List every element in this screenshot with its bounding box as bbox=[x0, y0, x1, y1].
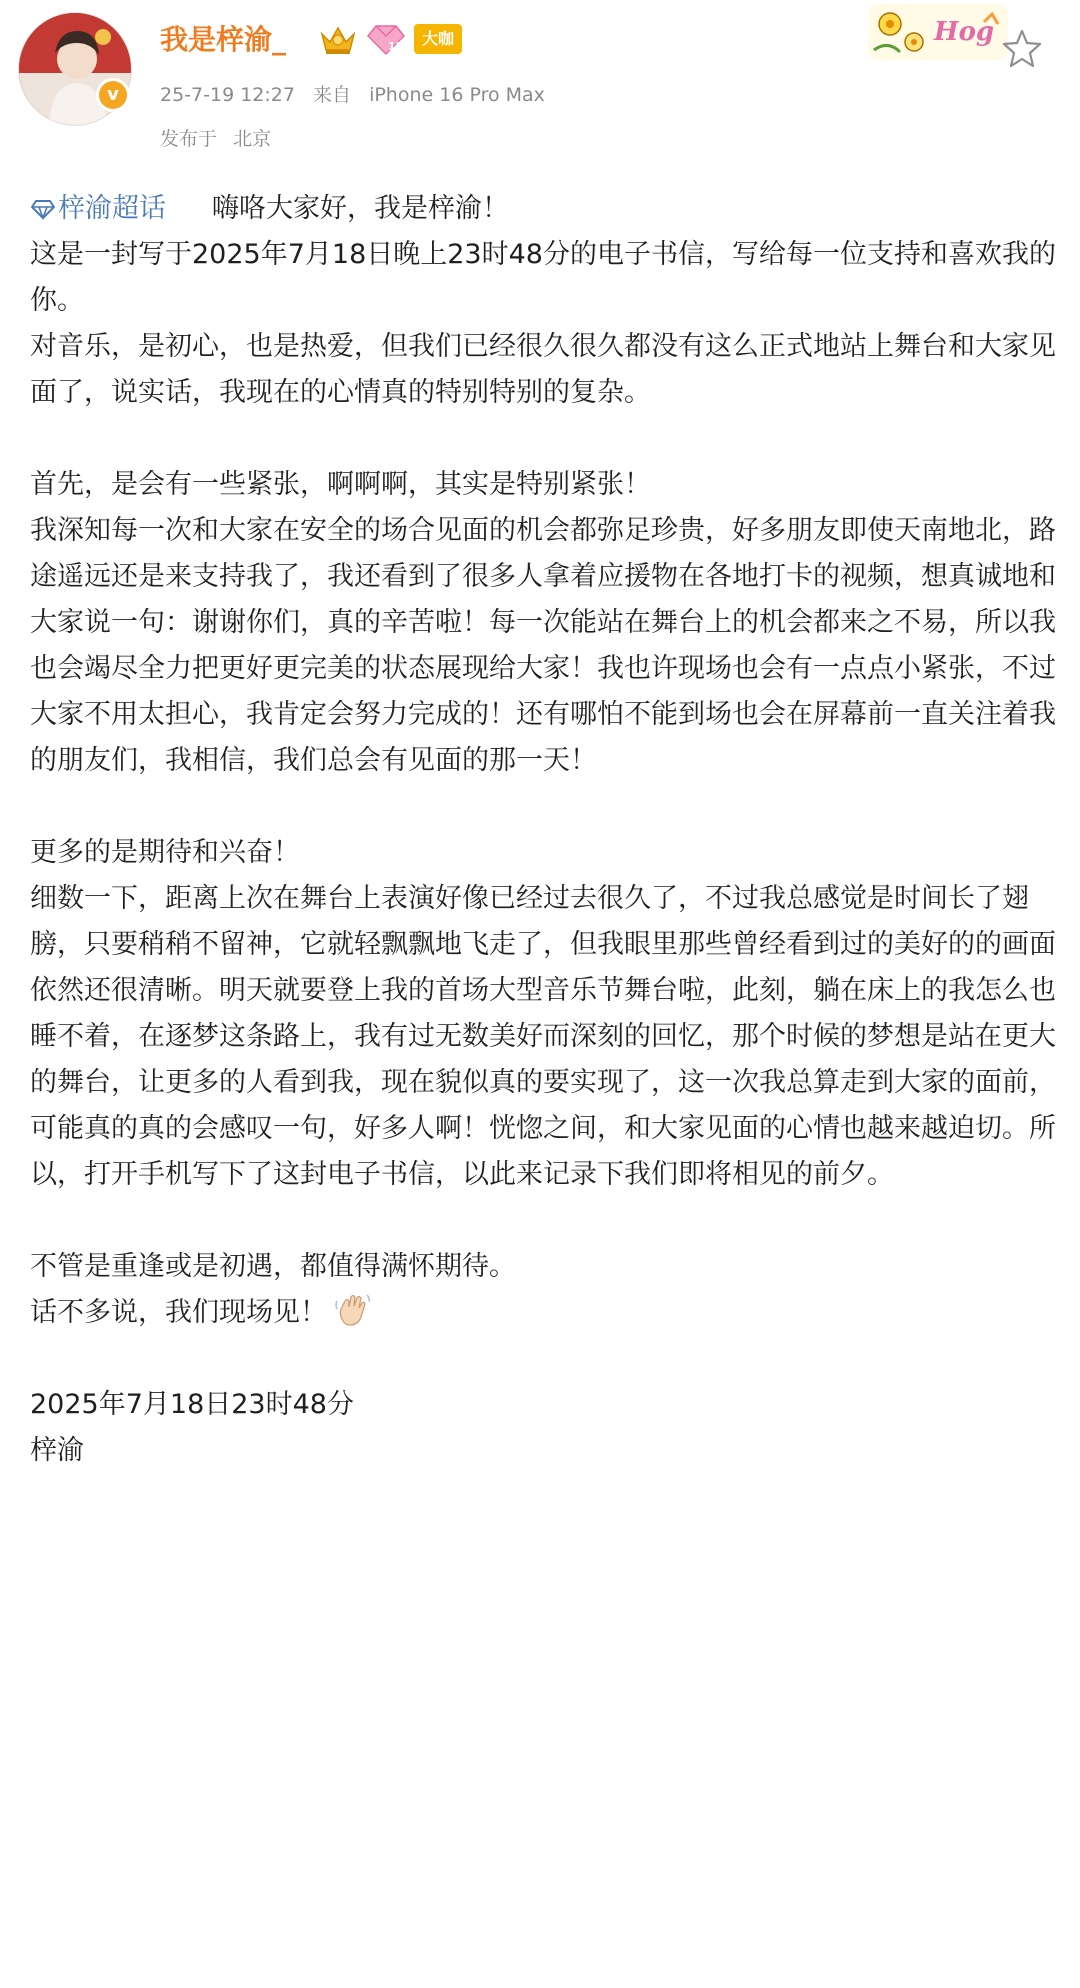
post-timestamp: 25-7-19 12:27 bbox=[160, 84, 295, 106]
fan-level-badge-icon bbox=[366, 22, 406, 56]
supertopic-diamond-icon bbox=[30, 198, 56, 220]
blank-line bbox=[30, 1198, 1060, 1244]
topic-label[interactable]: 梓渝超话 bbox=[58, 193, 166, 224]
level-badge-number: 12 bbox=[388, 40, 404, 53]
sticker-text: Hog bbox=[934, 17, 995, 47]
blank-line bbox=[30, 416, 1060, 462]
user-badges bbox=[318, 22, 462, 56]
verified-badge-icon: v bbox=[96, 78, 130, 112]
decorative-sticker bbox=[868, 4, 1008, 60]
closing-line: 话不多说，我们现场见！ bbox=[30, 1297, 327, 1328]
location-name: 北京 bbox=[233, 128, 272, 150]
crown-badge-icon bbox=[318, 22, 358, 56]
signature-date: 2025年7月18日23时48分 bbox=[30, 1389, 354, 1420]
paragraph: 对音乐，是初心，也是热爱，但我们已经很久很久都没有这么正式地站上舞台和大家见面了，说实话，我现在的心情真的特别特别的复杂。 bbox=[30, 331, 1056, 408]
paragraph: 不管是重逢或是初遇，都值得满怀期待。 bbox=[30, 1251, 516, 1282]
post-location bbox=[160, 124, 281, 154]
favorite-star-icon[interactable] bbox=[1000, 26, 1044, 70]
post-content bbox=[30, 186, 1060, 1474]
paragraph: 细数一下，距离上次在舞台上表演好像已经过去很久了，不过我总感觉是时间长了翅膀，只要稍稍不留神，它就轻飘飘地飞走了，但我眼里那些曾经看到过的美好的的画面依然还很清晰。明天就要登上我的首场大型音乐节舞台啦，此刻，躺在床上的我怎么也睡不着，在逐梦这条路上，我有过无数美好而深刻的回忆，那个时候的梦想是站在更大的舞台，让更多的人看到我，现在貌似真的要实现了，这一次我总算走到大家的面前，可能真的真的会感叹一句，好多人啊！恍惚之间，和大家见面的心情也越来越迫切。所以，打开手机写下了这封电子书信，以此来记录下我们即将相见的前夕。 bbox=[30, 883, 1056, 1190]
location-prefix: 发布于 bbox=[160, 128, 218, 150]
big-fan-badge: 大咖 bbox=[414, 24, 462, 54]
post-meta bbox=[160, 80, 557, 110]
paragraph: 首先，是会有一些紧张，啊啊啊，其实是特别紧张！ bbox=[30, 469, 651, 500]
blank-line bbox=[30, 1336, 1060, 1382]
greeting: 嗨咯大家好，我是梓渝！ bbox=[212, 193, 509, 224]
paragraph: 这是一封写于2025年7月18日晚上23时48分的电子书信，写给每一位支持和喜欢我的你。 bbox=[30, 239, 1056, 316]
signature-name: 梓渝 bbox=[30, 1435, 84, 1466]
topic-link[interactable] bbox=[30, 193, 166, 224]
device-name: iPhone 16 Pro Max bbox=[369, 84, 545, 106]
waving-hand-emoji-icon bbox=[333, 1291, 371, 1329]
blank-line bbox=[30, 784, 1060, 830]
paragraph: 更多的是期待和兴奋！ bbox=[30, 837, 300, 868]
paragraph: 我深知每一次和大家在安全的场合见面的机会都弥足珍贵，好多朋友即使天南地北，路途遥远还是来支持我了，我还看到了很多人拿着应援物在各地打卡的视频，想真诚地和大家说一句：谢谢你们，真的辛苦啦！每一次能站在舞台上的机会都来之不易，所以我也会竭尽全力把更好更完美的状态展现给大家！我也许现场也会有一点点小紧张，不过大家不用太担心，我肯定会努力完成的！还有哪怕不能到场也会在屏幕前一直关注着我的朋友们，我相信，我们总会有见面的那一天！ bbox=[30, 515, 1056, 776]
source-prefix: 来自 bbox=[313, 84, 352, 106]
closing-line-row bbox=[30, 1290, 1060, 1336]
username[interactable]: 我是梓渝_ bbox=[160, 23, 287, 56]
first-line bbox=[30, 186, 1060, 232]
